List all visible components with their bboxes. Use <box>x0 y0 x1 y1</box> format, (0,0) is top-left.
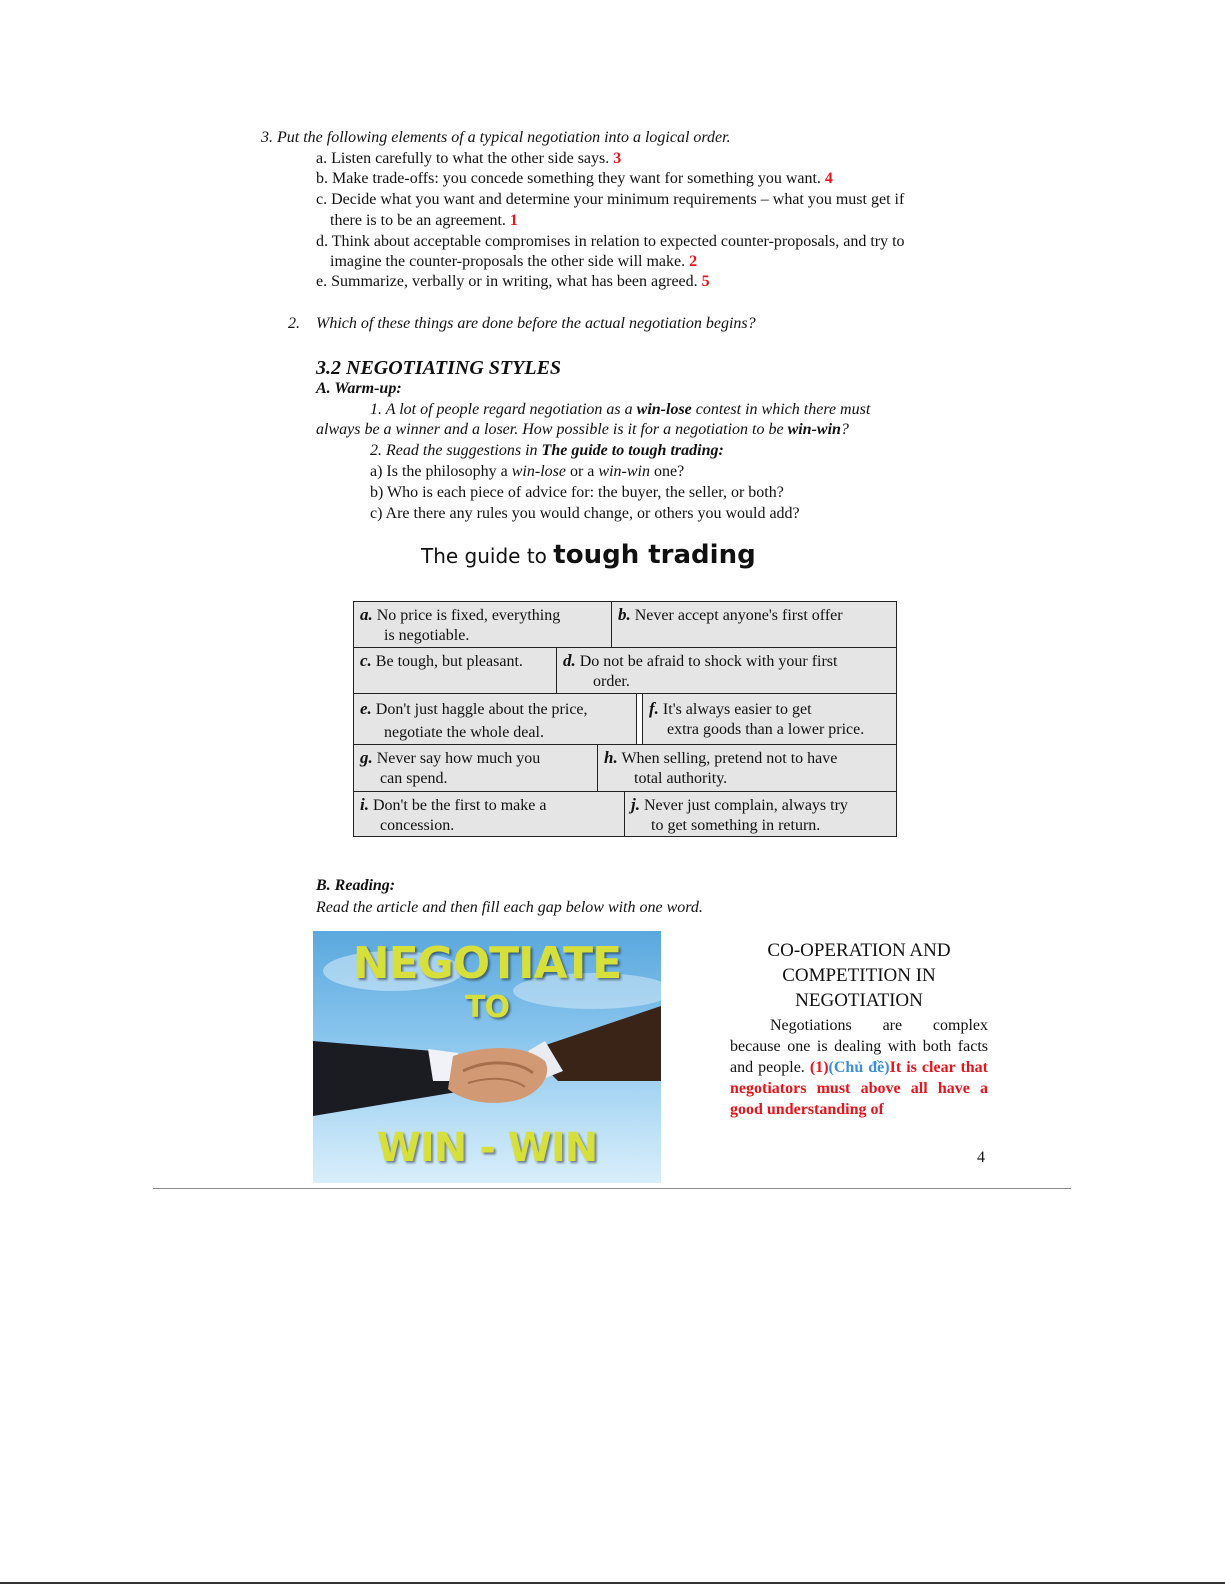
table-cell: i. Don't be the first to make a concession. <box>354 792 625 836</box>
image-text-bottom: WIN - WIN <box>376 1125 598 1171</box>
list-item: e. Summarize, verbally or in writing, what has been agreed. 5 <box>316 273 710 290</box>
guide-title: The guide to tough trading <box>421 540 756 570</box>
table-cell: b. Never accept anyone's first offer <box>618 605 843 624</box>
highlighted-sentence: It is clear that negotiators must above all have a good understanding of <box>730 1059 988 1118</box>
table-cell: c. Be tough, but pleasant. <box>354 648 557 693</box>
list-item-continuation: imagine the counter-proposals the other side will make. 2 <box>330 253 698 270</box>
bottom-border <box>0 1582 1225 1584</box>
table-cell: e. Don't just haggle about the price, negotiate the whole deal. <box>354 694 637 744</box>
tough-trading-table <box>353 601 897 837</box>
table-row <box>354 745 896 792</box>
page-number: 4 <box>977 1149 985 1166</box>
sub-question-c: c) Are there any rules you would change, or others you would add? <box>370 505 800 522</box>
table-cell: d. Do not be afraid to shock with your first order. <box>563 651 838 690</box>
list-item: a. Listen carefully to what the other side says. 3 <box>316 150 622 167</box>
table-row <box>354 694 896 745</box>
page-divider <box>153 1188 1071 1189</box>
article <box>730 938 988 1120</box>
sub-question-a: a) Is the philosophy a win-lose or a win-win one? <box>370 463 685 480</box>
answer-number: 3 <box>613 150 622 167</box>
warmup-question-1-cont: always be a winner and a loser. How possible is it for a negotiation to be win-win? <box>316 421 849 438</box>
question-text: Which of these things are done before the actual negotiation begins? <box>316 315 756 332</box>
table-cell: g. Never say how much you can spend. <box>354 745 598 791</box>
list-item: d. Think about acceptable compromises in relation to expected counter-proposals, and try to <box>316 233 905 250</box>
sub-question-b: b) Who is each piece of advice for: the buyer, the seller, or both? <box>370 484 784 501</box>
table-cell: j. Never just complain, always try to get something in return. <box>631 795 848 834</box>
exercise-heading: 3. Put the following elements of a typical negotiation into a logical order. <box>261 129 731 146</box>
table-cell: h. When selling, pretend not to have total authority. <box>604 748 838 787</box>
table-cell: a. No price is fixed, everything is negotiable. <box>354 602 612 647</box>
gap-note: (Chủ đề) <box>828 1059 890 1076</box>
image-text-mid: TO <box>465 990 509 1025</box>
article-body: Negotiations are complex because one is dealing with both facts and people. (1)(Chủ đề)It is clear that negotiators must above all have a good understanding of <box>730 1017 988 1118</box>
question-number: 2. <box>288 315 300 332</box>
image-text-top: NEGOTIATE <box>352 938 622 989</box>
gap-number: (1) <box>809 1059 829 1076</box>
table-row <box>354 602 896 648</box>
table-row <box>354 792 896 836</box>
answer-number: 5 <box>701 273 710 290</box>
section-title: 3.2 NEGOTIATING STYLES <box>316 357 562 379</box>
table-cell: f. It's always easier to get extra goods than a lower price. <box>642 694 896 744</box>
table-row <box>354 648 896 694</box>
list-item: b. Make trade-offs: you concede something they want for something you want. 4 <box>316 170 833 187</box>
reading-instruction: Read the article and then fill each gap below with one word. <box>316 899 703 916</box>
reading-heading: B. Reading: <box>316 877 396 894</box>
warmup-question-2: 2. Read the suggestions in The guide to tough trading: <box>370 442 724 459</box>
list-item: c. Decide what you want and determine your minimum requirements – what you must get if <box>316 191 905 208</box>
answer-number: 2 <box>689 253 698 270</box>
warmup-heading: A. Warm-up: <box>316 380 402 397</box>
answer-number: 1 <box>509 212 518 229</box>
warmup-question-1: 1. A lot of people regard negotiation as a win-lose contest in which there must <box>370 401 871 418</box>
answer-number: 4 <box>824 170 833 187</box>
list-item-continuation: there is to be an agreement. 1 <box>330 212 518 229</box>
article-title: CO-OPERATION AND COMPETITION IN NEGOTIATION <box>767 940 951 1011</box>
handshake-image <box>313 931 661 1183</box>
